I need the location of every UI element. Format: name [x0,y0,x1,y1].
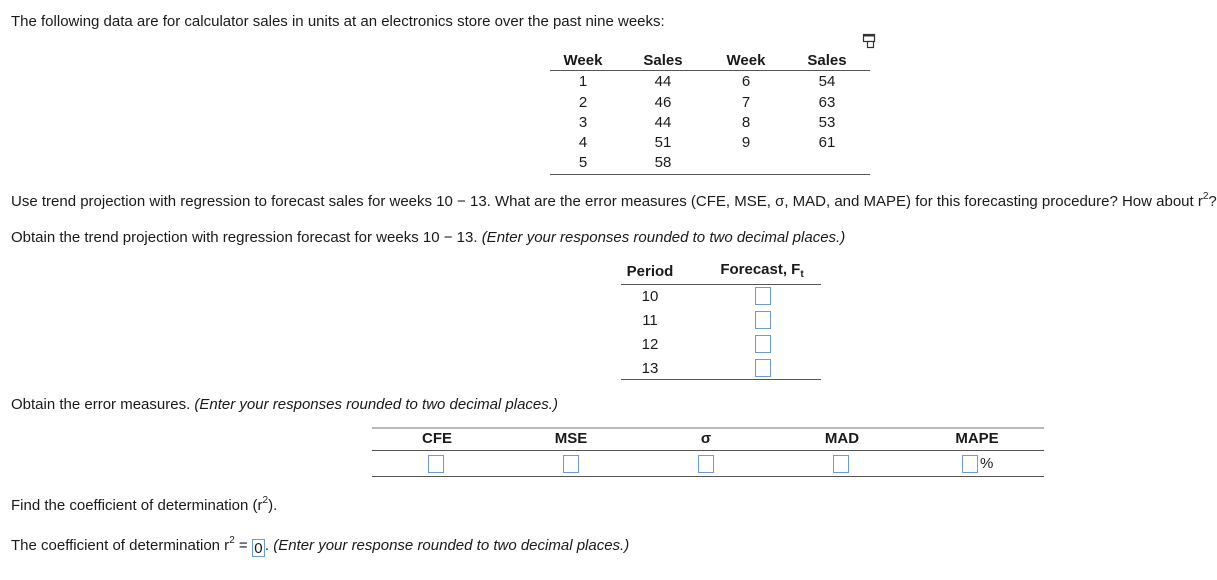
part2-instruction: Obtain the error measures. (Enter your responses rounded to two decimal places.) [11,396,558,413]
header-mad: MAD [824,430,860,447]
sales-cell: 58 [654,154,672,171]
header-cfe: CFE [422,430,452,447]
mad-input[interactable] [833,455,849,473]
period-cell: 12 [641,336,659,353]
sales-cell: 51 [654,134,672,151]
part1-instruction: Obtain the trend projection with regression forecast for weeks 10 − 13. (Enter your responses rounded to two decimal places.) [11,229,846,246]
question-text: Use trend projection with regression to forecast sales for weeks 10 − 13. What are the error measures (CFE, MSE, σ, MAD, and MAPE) for this forecasting procedure? How about $r^2$? [11,191,1217,210]
mape-percent: % [980,455,994,472]
week-cell: 3 [578,114,588,131]
header-sales-1: Sales [643,52,683,69]
part4-answer-line: The coefficient of determination $r^2 = 0$ . (Enter your response rounded to two decimal places.) [11,535,630,557]
sales-cell: 53 [818,114,836,131]
forecast-input-10[interactable] [755,287,771,305]
week-cell: 6 [741,73,751,90]
week-cell: 5 [578,154,588,171]
part3-instruction: Find the coefficient of determination $(r^2)$. [11,495,278,514]
sigma-input[interactable] [698,455,714,473]
week-cell: 1 [578,73,588,90]
header-sigma: σ [700,430,712,447]
forecast-input-12[interactable] [755,335,771,353]
r2-input[interactable]: 0 [252,539,265,557]
period-cell: 11 [642,312,658,329]
week-cell: 4 [578,134,588,151]
copy-data-icon[interactable] [862,33,878,49]
header-period: Period [626,263,674,280]
week-cell: 8 [741,114,751,131]
week-cell: 7 [741,94,751,111]
sales-cell: 44 [654,114,672,131]
mape-input[interactable] [962,455,978,473]
period-cell: 10 [641,288,659,305]
mse-input[interactable] [563,455,579,473]
header-forecast: Forecast, $F_t$ [720,261,804,280]
forecast-input-13[interactable] [755,359,771,377]
sales-cell: 44 [654,73,672,90]
header-sales-2: Sales [807,52,847,69]
period-cell: 13 [641,360,659,377]
sales-cell: 61 [818,134,836,151]
forecast-input-11[interactable] [755,311,771,329]
week-cell: 9 [741,134,751,151]
sales-cell: 54 [818,73,836,90]
cfe-input[interactable] [428,455,444,473]
header-mse: MSE [554,430,588,447]
intro-text: The following data are for calculator sales in units at an electronics store over the past nine weeks: [11,13,665,30]
header-mape: MAPE [955,430,999,447]
sales-cell: 46 [654,94,672,111]
sales-cell: 63 [818,94,836,111]
header-week-2: Week [726,52,766,69]
header-week-1: Week [563,52,603,69]
week-cell: 2 [578,94,588,111]
